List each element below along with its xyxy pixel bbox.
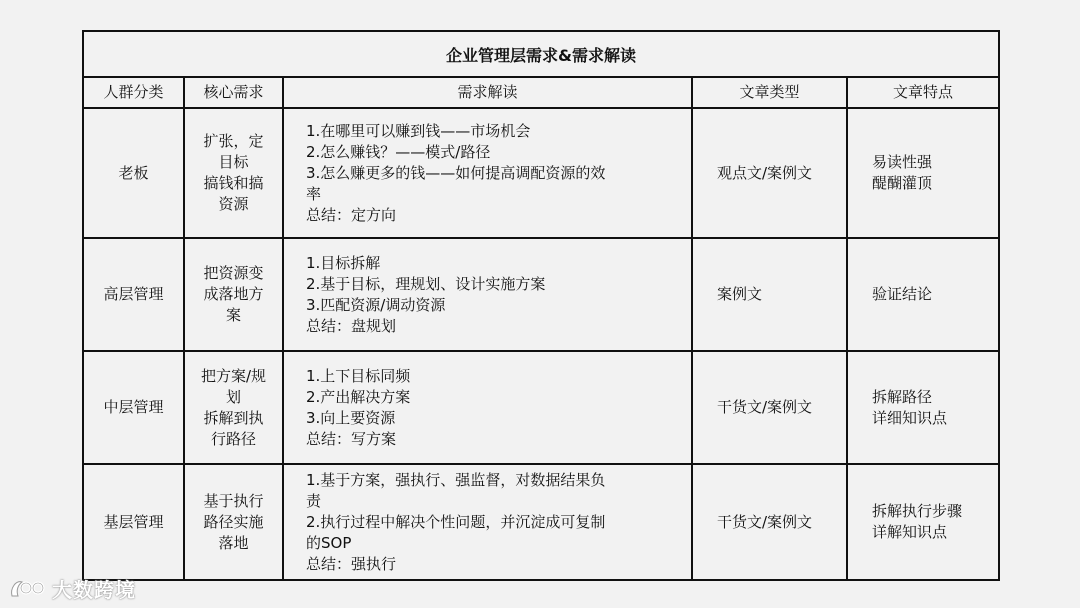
interpretation-cell [283, 108, 692, 238]
interpretation-cell [283, 238, 692, 351]
core-need-line: 目标 [218, 153, 249, 171]
core-need-cell [184, 351, 283, 464]
article-type-cell: 观点文/案例文 [692, 108, 847, 238]
interpretation-line: 1.基于方案，强执行、强监督，对数据结果负 [306, 470, 606, 489]
group-cell: 高层管理 [84, 238, 184, 351]
brand-logo-icon [8, 576, 48, 602]
article-features-cell [847, 464, 998, 579]
header-interpretation: 需求解读 [283, 78, 692, 108]
table-title: 企业管理层需求&需求解读 [84, 32, 998, 78]
feature-line: 醍醐灌顶 [872, 174, 933, 192]
interpretation-line: 2.产出解决方案 [306, 387, 411, 406]
feature-line: 详细知识点 [872, 408, 948, 427]
feature-line: 详解知识点 [872, 523, 948, 541]
interpretation-line: 3.向上要资源 [306, 408, 396, 427]
feature-line: 易读性强 [872, 153, 933, 171]
watermark-text: 大数跨境 [52, 578, 136, 602]
group-cell: 老板 [84, 108, 184, 238]
interpretation-line: 责 [306, 491, 322, 510]
feature-line: 拆解执行步骤 [872, 502, 963, 520]
header-article-features: 文章特点 [847, 78, 998, 108]
core-need-line: 路径实施 [203, 512, 264, 531]
core-need-cell [184, 238, 283, 351]
core-need-line: 划 [225, 387, 241, 406]
article-features-cell [847, 238, 998, 351]
feature-line: 验证结论 [872, 285, 933, 303]
interpretation-line: 2.基于目标，理规划、设计实施方案 [306, 274, 546, 293]
requirements-table-card [82, 30, 1000, 581]
interpretation-line: 3.匹配资源/调动资源 [306, 295, 446, 314]
header-group: 人群分类 [84, 78, 184, 108]
interpretation-summary: 总结：写方案 [306, 429, 397, 448]
table-row [84, 108, 998, 238]
core-need-line: 案 [225, 306, 241, 324]
table-row [84, 464, 998, 579]
core-need-line: 搞钱和搞 [203, 174, 264, 192]
requirements-table [84, 78, 998, 579]
article-features-cell [847, 108, 998, 238]
core-need-line: 基于执行 [203, 491, 264, 510]
core-need-line: 行路径 [210, 429, 256, 448]
table-row [84, 238, 998, 351]
header-core-need: 核心需求 [184, 78, 283, 108]
interpretation-line: 3.怎么赚更多的钱——如何提高调配资源的效 [306, 163, 606, 182]
interpretation-line: 1.在哪里可以赚到钱——市场机会 [306, 121, 531, 140]
interpretation-line: 2.怎么赚钱？——模式/路径 [306, 142, 491, 161]
group-cell: 中层管理 [84, 351, 184, 464]
interpretation-line: 1.上下目标同频 [306, 366, 411, 385]
table-row [84, 351, 998, 464]
group-cell: 基层管理 [84, 464, 184, 579]
core-need-line: 拆解到执 [203, 408, 264, 427]
core-need-line: 成落地方 [203, 285, 264, 303]
article-type-cell: 干货文/案例文 [692, 351, 847, 464]
interpretation-cell [283, 464, 692, 579]
interpretation-summary: 总结：定方向 [306, 205, 397, 224]
article-features-cell [847, 351, 998, 464]
header-article-type: 文章类型 [692, 78, 847, 108]
interpretation-cell [283, 351, 692, 464]
core-need-line: 落地 [218, 533, 249, 552]
interpretation-line: 1.目标拆解 [306, 253, 381, 272]
watermark [8, 574, 136, 603]
article-type-cell: 干货文/案例文 [692, 464, 847, 579]
core-need-cell [184, 108, 283, 238]
interpretation-line: 率 [306, 184, 322, 203]
interpretation-summary: 总结：强执行 [306, 554, 397, 573]
table-header-row [84, 78, 998, 108]
interpretation-summary: 总结：盘规划 [306, 316, 397, 335]
article-type-cell: 案例文 [692, 238, 847, 351]
core-need-line: 扩张，定 [203, 132, 264, 150]
core-need-line: 把方案/规 [200, 366, 267, 385]
core-need-line: 把资源变 [203, 264, 264, 282]
feature-line: 拆解路径 [872, 387, 933, 406]
interpretation-line: 的SOP [306, 533, 352, 552]
core-need-line: 资源 [218, 195, 249, 213]
core-need-cell [184, 464, 283, 579]
interpretation-line: 2.执行过程中解决个性问题，并沉淀成可复制 [306, 512, 606, 531]
